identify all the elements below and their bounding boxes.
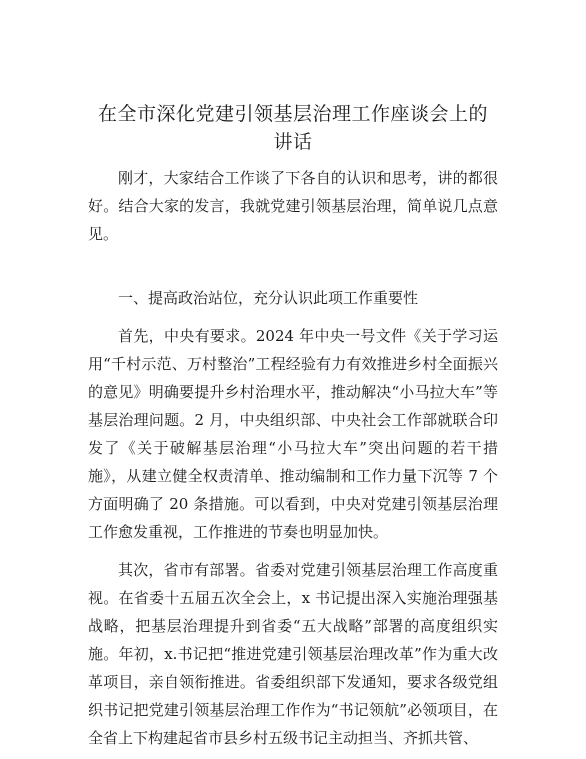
title-line-1: 在全市深化党建引领基层治理工作座谈会上的: [97, 103, 488, 125]
document-title: [88, 100, 498, 156]
section-heading-1: 一、提高政治站位，充分认识此项工作重要性: [118, 289, 419, 307]
title-line-2: 讲话: [273, 131, 313, 153]
body-paragraph-2: 其次，省市有部署。省委对党建引领基层治理工作高度重视。在省委十五届五次全会上，x 书记提出深入实施治理强基战略，把基层治理提升到省委“五大战略”部署的高度组织实施。年初，x.书记把“推进党建引领基层治理改革”作为重大改革项目，亲自领衔推进。省委组织部下发通知，要求各级党组织书记把党建引领基层治理工作作为“书记领航”必领项目，在全省上下构建起省市县乡村五级书记主动担当、齐抓共管、: [88, 561, 498, 747]
intro-paragraph: 刚才，大家结合工作谈了下各自的认识和思考，讲的都很好。结合大家的发言，我就党建引领基层治理，简单说几点意见。: [88, 169, 498, 243]
body-paragraph-1: 首先，中央有要求。2024 年中央一号文件《关于学习运用“千村示范、万村整治”工程经验有力有效推进乡村全面振兴的意见》明确要提升乡村治理水平，推动解决“小马拉大车”等基层治理问题。2 月，中央组织部、中央社会工作部就联合印发了《关于破解基层治理“小马拉大车”突出问题的若干措施》，从建立健全权责清单、推动编制和工作力量下沉等 7 个方面明确了 20 条措施。可以看到，中央对党建引领基层治理工作愈发重视，工作推进的节奏也明显加快。: [88, 327, 498, 541]
